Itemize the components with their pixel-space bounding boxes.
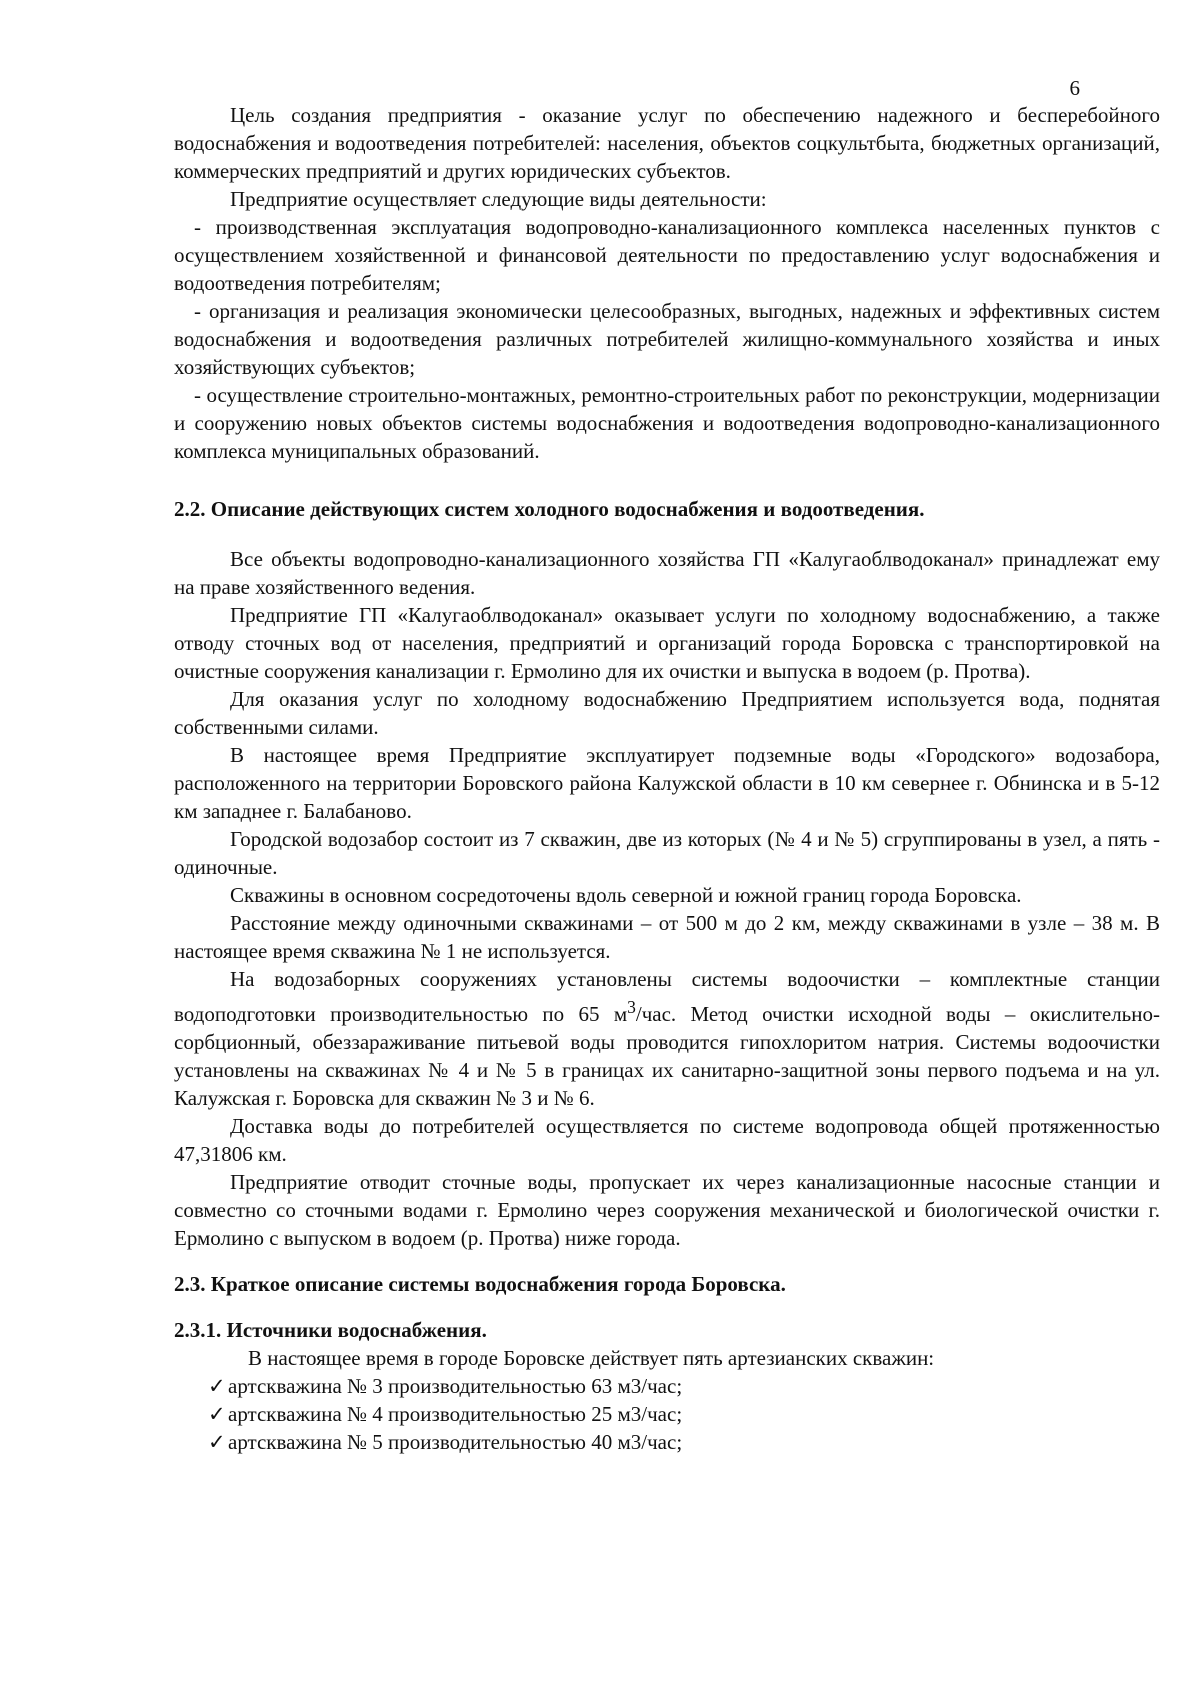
- section-2-2-heading: 2.2. Описание действующих систем холодного водоснабжения и водоотведения.: [174, 497, 925, 521]
- goal-paragraph: Цель создания предприятия - оказание услуг по обеспечению надежного и бесперебойного водоснабжения и водоотведения потребителей: населения, объектов соцкультбыта, бюджетных организаций, коммерческих предприятий и других юридических субъектов.: [174, 103, 1160, 183]
- paragraph: Скважины в основном сосредоточены вдоль северной и южной границ города Боровска.: [230, 883, 1022, 907]
- well-text: артскважина № 4 производительностью 25 м3/час;: [228, 1402, 683, 1426]
- well-text: артскважина № 5 производительностью 40 м3/час;: [228, 1430, 683, 1454]
- section-2-3-1-heading: 2.3.1. Источники водоснабжения.: [174, 1318, 487, 1342]
- wells-intro: В настоящее время в городе Боровске действует пять артезианских скважин:: [248, 1346, 935, 1370]
- treatment-text-end: /час. Метод очистки исходной воды – окислительно-сорбционный, обеззараживание питьевой воды проводится гипохлоритом натрия. Системы водоочистки установлены на скважинах № 4 и № 5 в границах их санитарно-защитной зоны первого подъема и на ул. Калужская г. Боровска для скважин № 3 и № 6.: [174, 1002, 1160, 1110]
- sewage-paragraph: Предприятие отводит сточные воды, пропускает их через канализационные насосные станции и совместно со сточными водами г. Ермолино через сооружения механической и биологической очистки г. Ермолино с выпуском в водоем (р. Протва) ниже города.: [174, 1170, 1160, 1250]
- paragraph: Расстояние между одиночными скважинами – от 500 м до 2 км, между скважинами в узле – 38 м. В настоящее время скважина № 1 не используется.: [174, 911, 1160, 963]
- paragraph: Городской водозабор состоит из 7 скважин, две из которых (№ 4 и № 5) сгруппированы в узел, а пять - одиночные.: [174, 827, 1160, 879]
- activity-item: - осуществление строительно-монтажных, ремонтно-строительных работ по реконструкции, модернизации и сооружению новых объектов системы водоснабжения и водоотведения водопроводно-канализационного комплекса муниципальных образований.: [174, 383, 1160, 463]
- wells-list: [174, 1372, 1160, 1456]
- paragraph: В настоящее время Предприятие эксплуатирует подземные воды «Городского» водозабора, расположенного на территории Боровского района Калужской области в 10 км севернее г. Обнинска и в 5-12 км западнее г. Балабаново.: [174, 743, 1160, 823]
- delivery-paragraph: Доставка воды до потребителей осуществляется по системе водопровода общей протяженностью 47,31806 км.: [174, 1114, 1160, 1166]
- superscript-three: 3: [627, 997, 636, 1017]
- well-text: артскважина № 3 производительностью 63 м3/час;: [228, 1374, 683, 1398]
- section-2-3-heading: 2.3. Краткое описание системы водоснабжения города Боровска.: [174, 1272, 786, 1296]
- check-icon: ✓: [208, 1374, 226, 1398]
- paragraph: Предприятие ГП «Калугаоблводоканал» оказывает услуги по холодному водоснабжению, а также отводу сточных вод от населения, предприятий и организаций города Боровска с транспортировкой на очистные сооружения канализации г. Ермолино для их очистки и выпуска в водоем (р. Протва).: [174, 603, 1160, 683]
- paragraph: Все объекты водопроводно-канализационного хозяйства ГП «Калугаоблводоканал» принадлежат ему на праве хозяйственного ведения.: [174, 547, 1160, 599]
- page-number: 6: [1069, 76, 1080, 100]
- activities-intro: Предприятие осуществляет следующие виды деятельности:: [230, 187, 767, 211]
- list-item: [208, 1372, 1160, 1400]
- list-item: [208, 1400, 1160, 1428]
- list-item: [208, 1428, 1160, 1456]
- activity-item: - организация и реализация экономически целесообразных, выгодных, надежных и эффективных систем водоснабжения и водоотведения различных потребителей жилищно-коммунального хозяйства и иных хозяйствующих субъектов;: [174, 299, 1160, 379]
- treatment-text-start: На водозаборных сооружениях установлены системы водоочистки – комплектные станции водоподготовки производительностью по 65 м: [174, 967, 1160, 1026]
- treatment-paragraph: [174, 965, 1160, 1112]
- paragraph: Для оказания услуг по холодному водоснабжению Предприятием используется вода, поднятая собственными силами.: [174, 687, 1160, 739]
- page-content: [174, 101, 1160, 1456]
- check-icon: ✓: [208, 1430, 226, 1454]
- check-icon: ✓: [208, 1402, 226, 1426]
- activity-item: - производственная эксплуатация водопроводно-канализационного комплекса населенных пунктов с осуществлением хозяйственной и финансовой деятельности по предоставлению услуг водоснабжения и водоотведения потребителям;: [174, 215, 1160, 295]
